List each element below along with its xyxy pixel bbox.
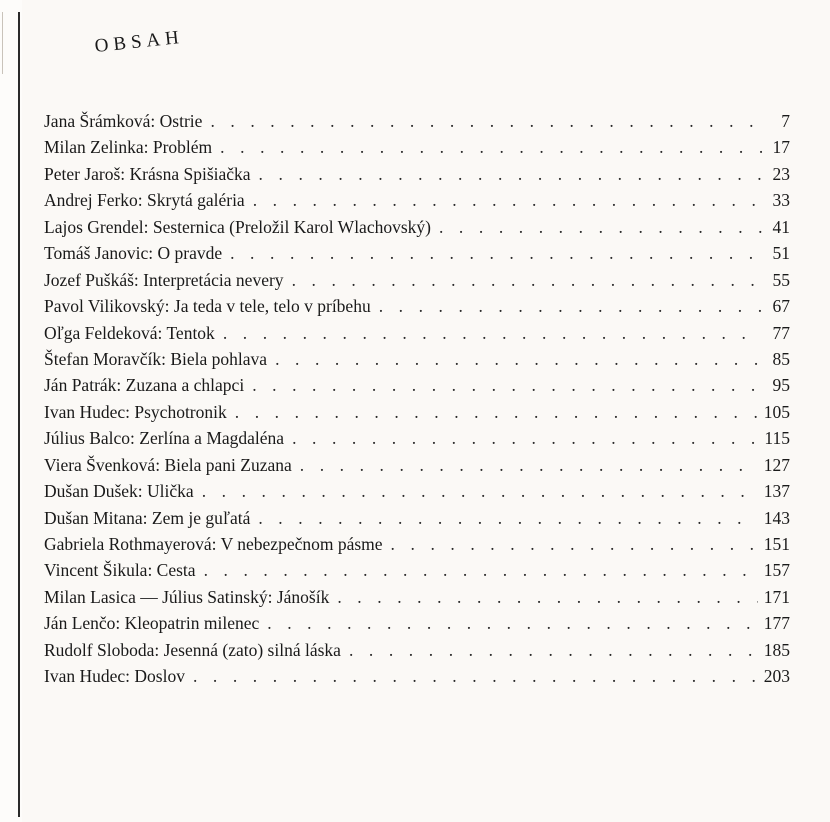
toc-entry-page-number: 23 bbox=[772, 163, 790, 184]
toc-entry bbox=[44, 293, 790, 319]
dot-leader bbox=[337, 584, 757, 610]
dot-leader bbox=[193, 663, 758, 689]
dot-leader bbox=[275, 346, 762, 372]
toc-entry-title: Ján Lenčo: Kleopatrin milenec bbox=[44, 613, 260, 634]
toc-entry bbox=[44, 425, 790, 451]
toc-entry bbox=[44, 108, 790, 134]
toc-entry-page-number: 77 bbox=[772, 322, 790, 343]
dot-leader bbox=[292, 425, 758, 451]
toc-entry-page-number: 95 bbox=[772, 375, 790, 396]
toc-entry-title: Lajos Grendel: Sesternica (Preložil Karol Wlachovský) bbox=[44, 216, 431, 237]
toc-entry-page-number: 143 bbox=[763, 507, 790, 528]
toc-entry bbox=[44, 214, 790, 240]
toc-entry-page-number: 127 bbox=[763, 454, 790, 475]
toc-entry-page-number: 33 bbox=[772, 190, 790, 211]
edge-mark bbox=[2, 12, 13, 74]
dot-leader bbox=[391, 531, 758, 557]
toc-entry-title: Tomáš Janovic: O pravde bbox=[44, 243, 223, 264]
toc-entry-page-number: 137 bbox=[763, 481, 790, 502]
toc-entry bbox=[44, 663, 790, 689]
dot-leader bbox=[300, 452, 758, 478]
toc-entry-page-number: 7 bbox=[781, 111, 790, 131]
toc-entry bbox=[44, 610, 790, 636]
toc-entry-page-number: 17 bbox=[772, 137, 790, 158]
toc-entry bbox=[44, 161, 790, 187]
toc-entry-page-number: 151 bbox=[763, 534, 790, 554]
toc-entry-page-number: 85 bbox=[772, 348, 790, 369]
toc-entry-title: Pavol Vilikovský: Ja teda v tele, telo v príbehu bbox=[44, 296, 371, 317]
toc-entry-title: Ján Patrák: Zuzana a chlapci bbox=[44, 375, 245, 396]
toc-entry-title: Gabriela Rothmayerová: V nebezpečnom pásme bbox=[44, 534, 383, 554]
dot-leader bbox=[220, 134, 762, 160]
dot-leader bbox=[204, 557, 758, 583]
toc-entry bbox=[44, 531, 790, 557]
toc-entry-title: Július Balco: Zerlína a Magdaléna bbox=[44, 428, 285, 449]
toc-entry bbox=[44, 399, 790, 425]
toc-entry-title: Rudolf Sloboda: Jesenná (zato) silná láska bbox=[44, 639, 341, 660]
toc-entry bbox=[44, 240, 790, 266]
toc-entry bbox=[44, 505, 790, 531]
dot-leader bbox=[439, 214, 762, 240]
toc-entry bbox=[44, 134, 790, 160]
toc-entry bbox=[44, 452, 790, 478]
toc-entry bbox=[44, 584, 790, 610]
dot-leader bbox=[267, 610, 757, 636]
toc-entry bbox=[44, 637, 790, 663]
toc-entry-page-number: 41 bbox=[772, 216, 790, 237]
toc-entry bbox=[44, 372, 790, 398]
toc-entry-title: Jana Šrámková: Ostrie bbox=[44, 111, 203, 131]
toc-entry bbox=[44, 557, 790, 583]
toc-entry-page-number: 203 bbox=[763, 666, 790, 687]
toc-entry-title: Dušan Mitana: Zem je guľatá bbox=[44, 507, 251, 528]
dot-leader bbox=[202, 478, 758, 504]
dot-leader bbox=[210, 108, 762, 134]
toc-entry-title: Dušan Dušek: Ulička bbox=[44, 481, 194, 502]
toc-entry-title: Štefan Moravčík: Biela pohlava bbox=[44, 348, 268, 369]
toc-entry-title: Ivan Hudec: Doslov bbox=[44, 666, 185, 687]
toc-entry-title: Oľga Feldeková: Tentok bbox=[44, 322, 215, 343]
dot-leader bbox=[349, 637, 758, 663]
dot-leader bbox=[235, 399, 758, 425]
toc-entry-page-number: 67 bbox=[772, 296, 790, 317]
dot-leader bbox=[379, 293, 762, 319]
toc-entry-title: Peter Jaroš: Krásna Spišiačka bbox=[44, 163, 251, 184]
toc-entry-title: Ivan Hudec: Psychotronik bbox=[44, 401, 227, 422]
page-title: OBSAH bbox=[93, 26, 185, 58]
table-of-contents bbox=[44, 108, 790, 690]
dot-leader bbox=[259, 161, 762, 187]
dot-leader bbox=[252, 372, 762, 398]
toc-entry-title: Viera Švenková: Biela pani Zuzana bbox=[44, 454, 292, 475]
toc-entry-page-number: 51 bbox=[772, 243, 790, 264]
toc-entry-title: Milan Lasica — Július Satinský: Jánošík bbox=[44, 586, 330, 607]
toc-entry bbox=[44, 320, 790, 346]
toc-entry bbox=[44, 478, 790, 504]
toc-entry-page-number: 157 bbox=[763, 560, 790, 581]
toc-entry-title: Jozef Puškáš: Interpretácia nevery bbox=[44, 269, 284, 290]
toc-entry-title: Vincent Šikula: Cesta bbox=[44, 560, 196, 581]
dot-leader bbox=[258, 505, 757, 531]
toc-entry bbox=[44, 346, 790, 372]
toc-entry bbox=[44, 187, 790, 213]
dot-leader bbox=[292, 267, 762, 293]
toc-entry-title: Milan Zelinka: Problém bbox=[44, 137, 213, 158]
binding-rule bbox=[18, 12, 20, 817]
toc-entry bbox=[44, 267, 790, 293]
toc-entry-page-number: 55 bbox=[772, 269, 790, 290]
toc-entry-page-number: 185 bbox=[763, 639, 790, 660]
dot-leader bbox=[223, 320, 762, 346]
toc-entry-page-number: 115 bbox=[764, 428, 790, 449]
dot-leader bbox=[230, 240, 762, 266]
toc-entry-page-number: 177 bbox=[763, 613, 790, 634]
toc-entry-title: Andrej Ferko: Skrytá galéria bbox=[44, 190, 245, 211]
toc-entry-page-number: 105 bbox=[763, 401, 790, 422]
toc-entry-page-number: 171 bbox=[763, 586, 790, 607]
dot-leader bbox=[253, 187, 762, 213]
